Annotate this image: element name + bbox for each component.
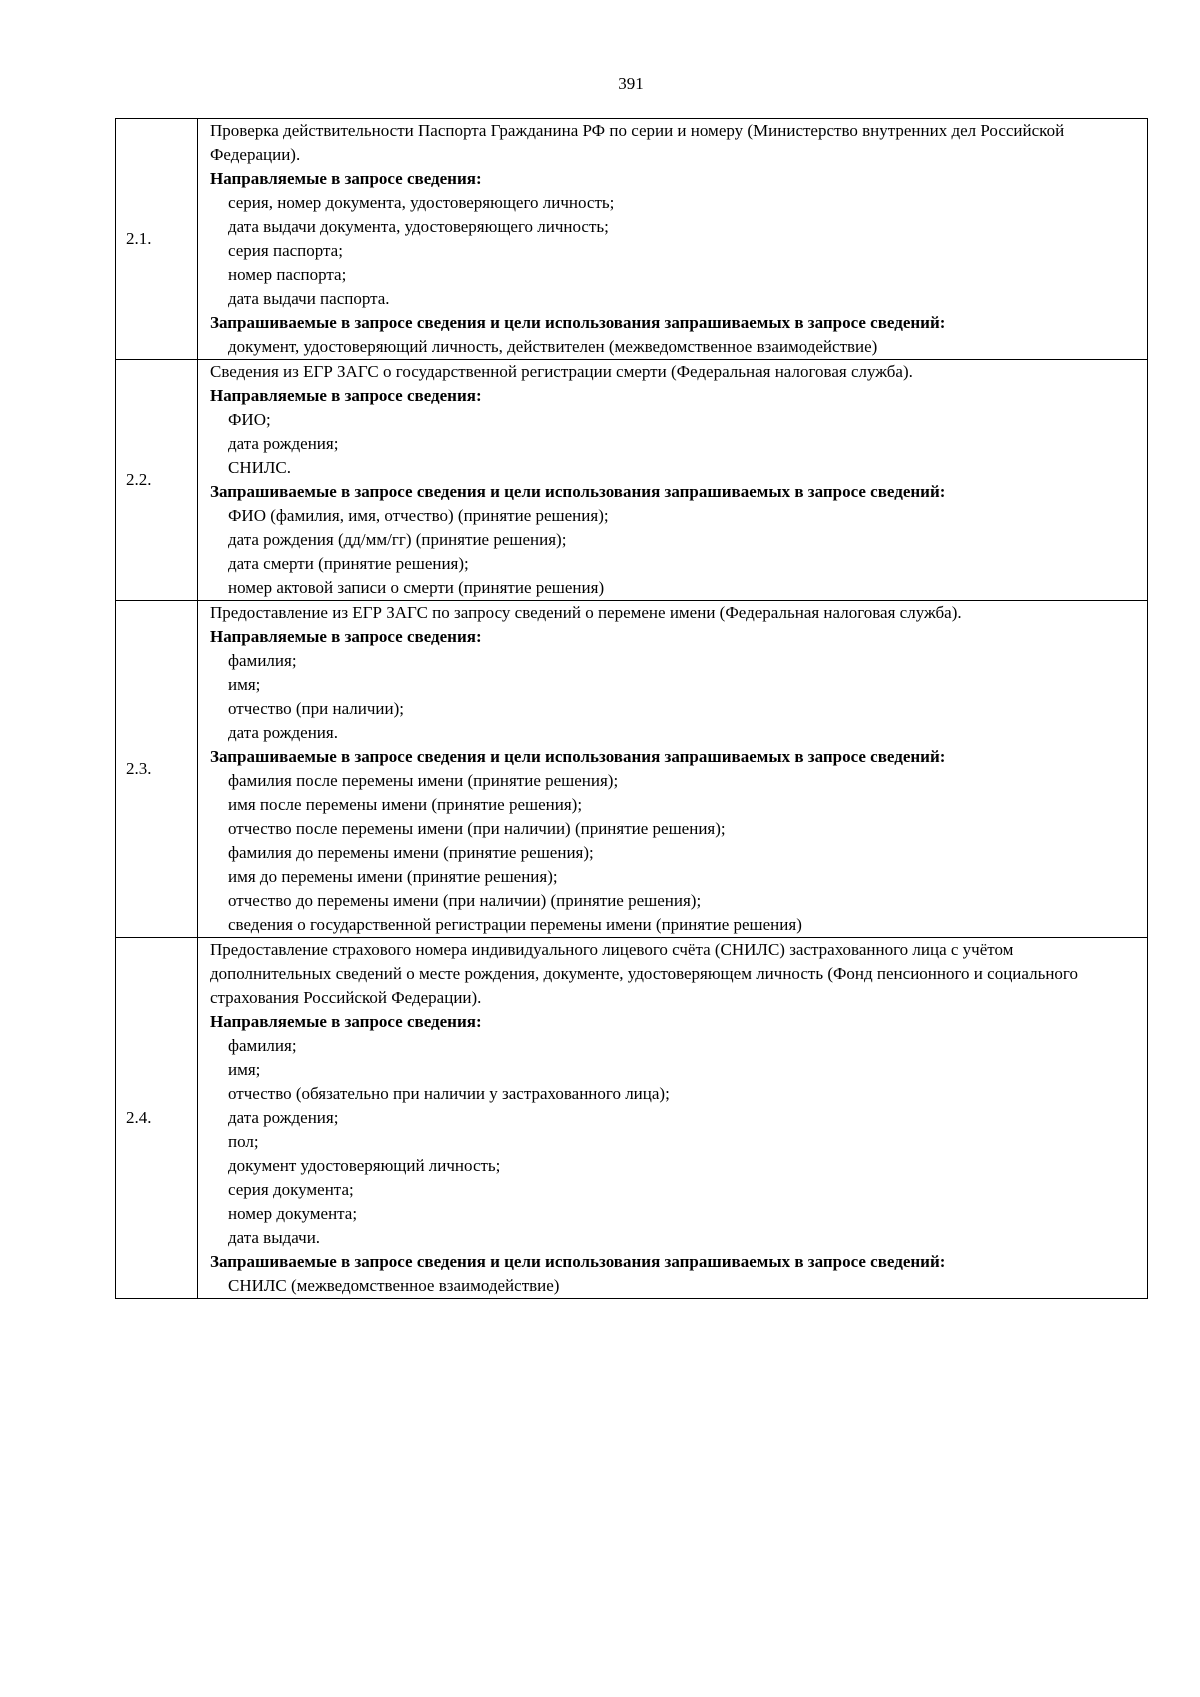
row-content (198, 601, 1148, 938)
sent-data-item: дата рождения; (228, 434, 339, 453)
sent-data-item: дата рождения; (228, 1108, 339, 1127)
table-row (116, 360, 1148, 601)
row-number: 2.4. (116, 938, 198, 1299)
requested-data-item: ФИО (фамилия, имя, отчество) (принятие решения); (228, 506, 609, 525)
requested-data-heading: Запрашиваемые в запросе сведения и цели использования запрашиваемых в запросе сведений: (210, 747, 946, 766)
requested-data-item: номер актовой записи о смерти (принятие решения) (228, 578, 605, 597)
sent-data-item: серия документа; (228, 1180, 354, 1199)
sent-data-item: номер паспорта; (228, 265, 347, 284)
table-row (116, 119, 1148, 360)
table-row (116, 938, 1148, 1299)
requested-data-item: дата смерти (принятие решения); (228, 554, 469, 573)
row-content (198, 938, 1148, 1299)
page-number: 391 (618, 74, 644, 93)
sent-data-item: отчество (при наличии); (228, 699, 404, 718)
requests-table-body (116, 119, 1148, 1299)
sent-data-heading: Направляемые в запросе сведения: (210, 627, 482, 646)
sent-data-item: дата выдачи. (228, 1228, 321, 1247)
sent-data-item: фамилия; (228, 1036, 297, 1055)
sent-data-item: номер документа; (228, 1204, 358, 1223)
row-content (198, 119, 1148, 360)
sent-data-item: фамилия; (228, 651, 297, 670)
sent-data-item: имя; (228, 675, 261, 694)
sent-data-item: ФИО; (228, 410, 271, 429)
service-title: Предоставление страхового номера индивидуального лицевого счёта (СНИЛС) застрахованного лица с учётом дополнительных сведений о месте рождения, документе, удостоверяющем личность (Фонд пенсионного и социального страхования Российской Федерации). (210, 940, 1078, 1007)
sent-data-heading: Направляемые в запросе сведения: (210, 386, 482, 405)
requested-data-heading: Запрашиваемые в запросе сведения и цели использования запрашиваемых в запросе сведений: (210, 1252, 946, 1271)
sent-data-item: документ удостоверяющий личность; (228, 1156, 501, 1175)
requested-data-item: документ, удостоверяющий личность, действителен (межведомственное взаимодействие) (228, 337, 878, 356)
sent-data-item: СНИЛС. (228, 458, 292, 477)
requested-data-item: фамилия после перемены имени (принятие решения); (228, 771, 619, 790)
sent-data-heading: Направляемые в запросе сведения: (210, 169, 482, 188)
requested-data-item: сведения о государственной регистрации перемены имени (принятие решения) (228, 915, 802, 934)
row-number: 2.2. (116, 360, 198, 601)
sent-data-item: имя; (228, 1060, 261, 1079)
sent-data-item: дата рождения. (228, 723, 338, 742)
sent-data-heading: Направляемые в запросе сведения: (210, 1012, 482, 1031)
row-number: 2.1. (116, 119, 198, 360)
requested-data-item: имя до перемены имени (принятие решения); (228, 867, 558, 886)
requested-data-item: имя после перемены имени (принятие решения); (228, 795, 583, 814)
service-title: Проверка действительности Паспорта Гражданина РФ по серии и номеру (Министерство внутренних дел Российской Федерации). (210, 121, 1065, 164)
row-content (198, 360, 1148, 601)
requested-data-item: дата рождения (дд/мм/гг) (принятие решения); (228, 530, 567, 549)
row-number: 2.3. (116, 601, 198, 938)
requests-table (115, 118, 1148, 1299)
sent-data-item: пол; (228, 1132, 259, 1151)
service-title: Предоставление из ЕГР ЗАГС по запросу сведений о перемене имени (Федеральная налоговая служба). (210, 603, 962, 622)
requested-data-heading: Запрашиваемые в запросе сведения и цели использования запрашиваемых в запросе сведений: (210, 313, 946, 332)
sent-data-item: серия паспорта; (228, 241, 343, 260)
sent-data-item: серия, номер документа, удостоверяющего личность; (228, 193, 615, 212)
table-row (116, 601, 1148, 938)
service-title: Сведения из ЕГР ЗАГС о государственной регистрации смерти (Федеральная налоговая служба). (210, 362, 913, 381)
sent-data-item: отчество (обязательно при наличии у застрахованного лица); (228, 1084, 670, 1103)
sent-data-item: дата выдачи паспорта. (228, 289, 390, 308)
requested-data-item: отчество после перемены имени (при наличии) (принятие решения); (228, 819, 726, 838)
requested-data-item: отчество до перемены имени (при наличии) (принятие решения); (228, 891, 702, 910)
requested-data-heading: Запрашиваемые в запросе сведения и цели использования запрашиваемых в запросе сведений: (210, 482, 946, 501)
requested-data-item: фамилия до перемены имени (принятие решения); (228, 843, 594, 862)
requested-data-item: СНИЛС (межведомственное взаимодействие) (228, 1276, 560, 1295)
sent-data-item: дата выдачи документа, удостоверяющего личность; (228, 217, 609, 236)
